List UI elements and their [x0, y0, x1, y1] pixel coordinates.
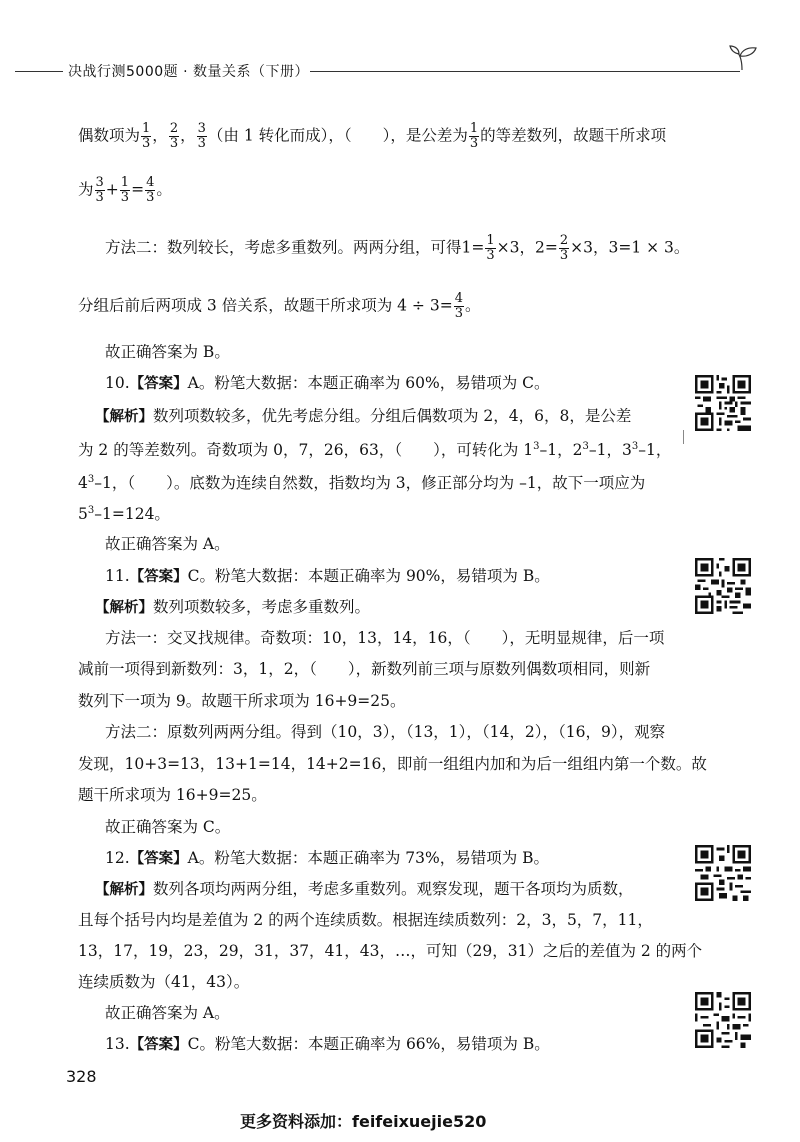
text-line: 故正确答案为 A。: [105, 535, 230, 553]
text-line: 且每个括号内均是差值为 2 的两个连续质数。根据连续质数列：2，3，5，7，11，: [78, 911, 653, 929]
text-line: 分组后前后两项成 3 倍关系，故题干所求项为 4 ÷ 3= $\frac{4}{3}$ 。: [78, 291, 481, 321]
text-line: 为 2 的等差数列。奇数项为 0，7，26，63，（ ），可转化为 $1^3-1$，$2^3-1$，$3^3-1$，: [78, 441, 672, 460]
text-line: 数列下一项为 9。故题干所求项为 16+9=25。: [78, 692, 406, 710]
analysis-line: 【解析】数列项数较多，考虑多重数列。: [95, 598, 371, 616]
qr-code-icon[interactable]: [695, 992, 751, 1048]
text-line: 方法一：交叉找规律。奇数项：10，13，14，16，（ ），无明显规律，后一项: [105, 629, 665, 647]
text-line: 故正确答案为 A。: [105, 1004, 230, 1022]
qr-code-icon[interactable]: [695, 558, 751, 614]
text-line: 偶数项为 $\frac{1}{3}$ ， $\frac{2}{3}$ ， $\frac{3}{3}$ （由 1 转化而成），（ ），是公差为 $\frac{1}{3}$ 的等差数列，故题干所求项: [78, 121, 667, 151]
text-line: 连续质数为（41，43）。: [78, 973, 250, 991]
qr-code-icon[interactable]: [695, 845, 751, 901]
page-number: 328: [66, 1067, 97, 1086]
header-rule-left: [15, 71, 63, 72]
answer-line: 13.【答案】C。粉笔大数据：本题正确率为 66%，易错项为 B。: [105, 1035, 550, 1053]
text-line: 题干所求项为 16+9=25。: [78, 786, 267, 804]
analysis-line: 【解析】数列各项均两两分组，考虑多重数列。观察发现，题干各项均为质数，: [95, 880, 634, 898]
sprout-icon: [728, 44, 760, 72]
text-line: 故正确答案为 B。: [105, 343, 230, 361]
text-line: 故正确答案为 C。: [105, 818, 231, 836]
text-line: $5^3-1=124$。: [78, 505, 170, 524]
header-rule-right: [310, 71, 740, 72]
text-line: 减前一项得到新数列：3，1，2，（ ），新数列前三项与原数列偶数项相同，则新: [78, 660, 651, 678]
footer-note: 更多资料添加：feifeixuejie520: [240, 1112, 487, 1131]
text-line: 方法二：数列较长，考虑多重数列。两两分组，可得1= $\frac{1}{3}$ ×3，2= $\frac{2}{3}$ ×3，3=1 × 3。: [105, 233, 690, 263]
running-header: 决战行测5000题 · 数量关系（下册）: [68, 64, 309, 80]
text-line: $4^3-1$，（ ）。底数为连续自然数，指数均为 3，修正部分均为 –1，故下一项应为: [78, 474, 646, 493]
answer-line: 10.【答案】A。粉笔大数据：本题正确率为 60%，易错项为 C。: [105, 374, 550, 392]
text-line: 方法二：原数列两两分组。得到（10，3），（13，1），（14，2），（16，9），观察: [105, 723, 666, 741]
answer-line: 12.【答案】A。粉笔大数据：本题正确率为 73%，易错项为 B。: [105, 849, 550, 867]
text-line: 为 $\frac{3}{3}$ + $\frac{1}{3}$ = $\frac{4}{3}$ 。: [78, 175, 172, 205]
text-line: 13，17，19，23，29，31，37，41，43，…，可知（29，31）之后的差值为 2 的两个: [78, 942, 703, 960]
analysis-line: 【解析】数列项数较多，优先考虑分组。分组后偶数项为 2，4，6，8，是公差: [95, 407, 632, 425]
margin-mark: [683, 430, 684, 444]
text-line: 发现，10+3=13，13+1=14，14+2=16，即前一组组内加和为后一组组内第一个数。故: [78, 755, 707, 773]
answer-line: 11.【答案】C。粉笔大数据：本题正确率为 90%，易错项为 B。: [105, 567, 550, 585]
qr-code-icon[interactable]: [695, 375, 751, 431]
